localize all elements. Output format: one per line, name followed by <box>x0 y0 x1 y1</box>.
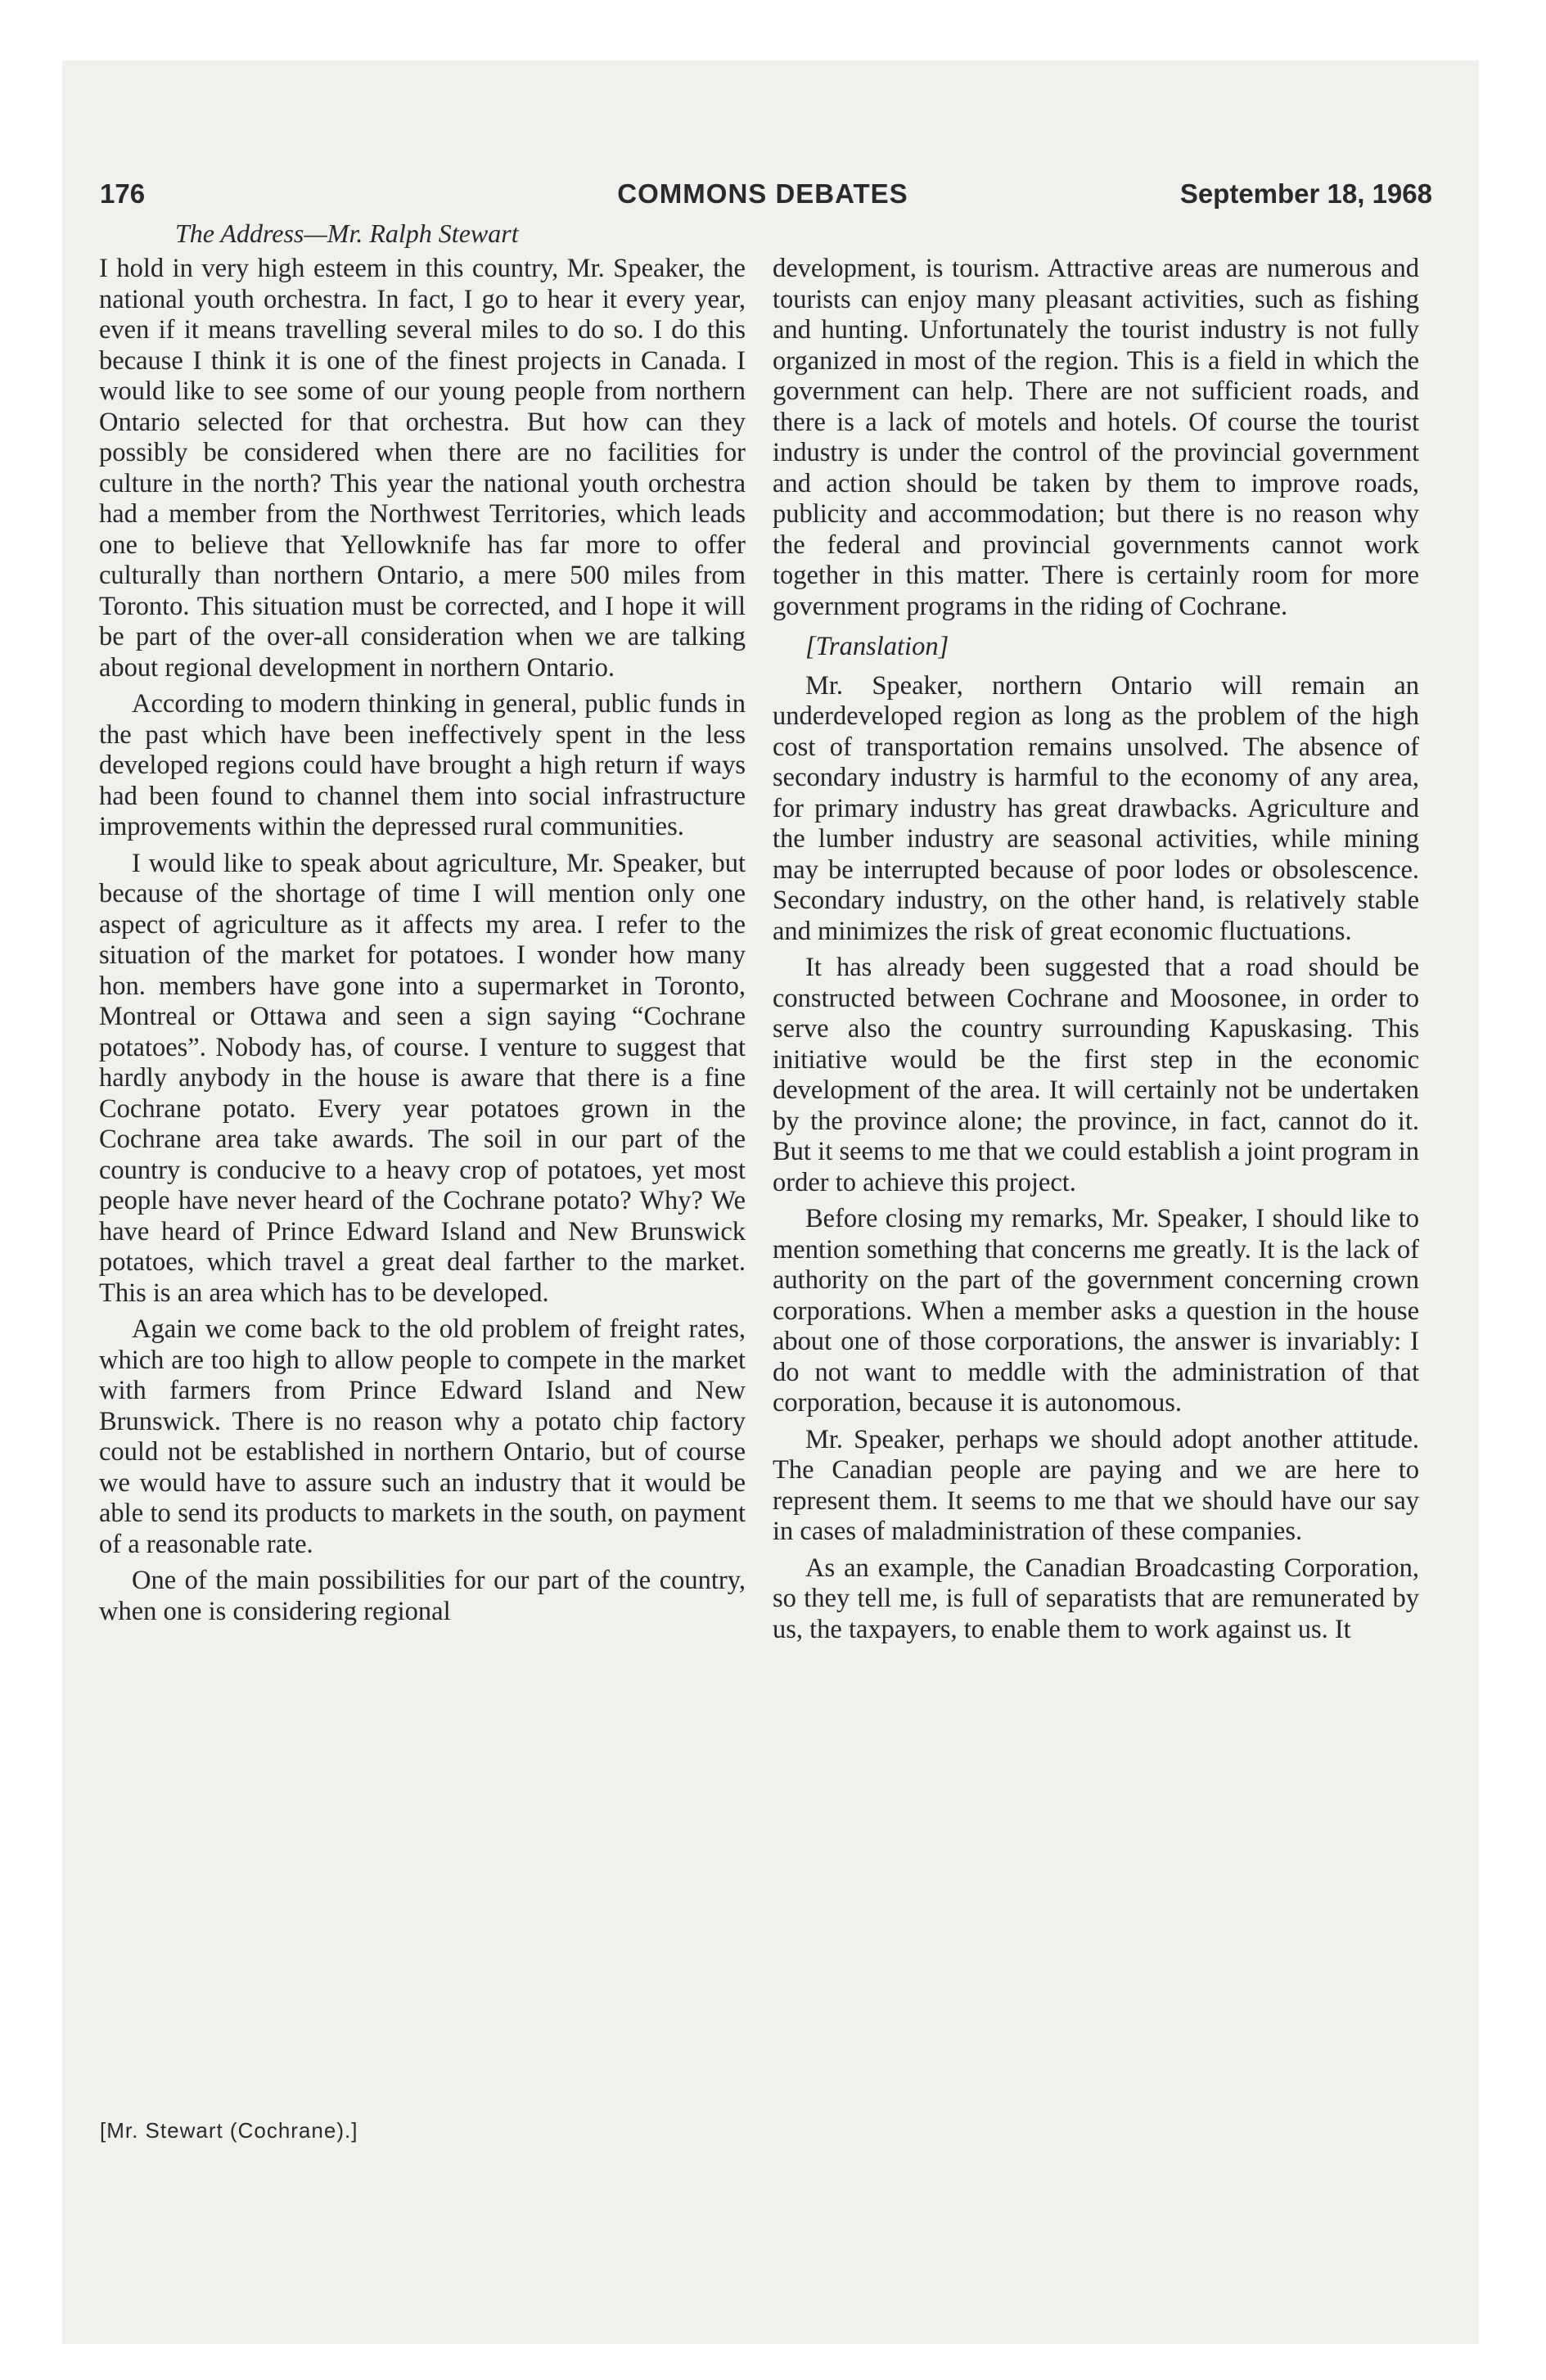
publication-title: COMMONS DEBATES <box>617 178 908 209</box>
paragraph: One of the main possibilities for our part of the country, when one is considering regional <box>99 1566 746 1626</box>
paragraph: It has already been suggested that a road should be constructed between Cochrane and Moosonee, in order to serve also the country surrounding Kapuskasing. This initiative would be the first step in the economic development of the area. It will certainly not be undertaken by the province alone; the province, in fact, cannot do it. But it seems to me that we could establish a joint program in order to achieve this project. <box>773 953 1419 1197</box>
paragraph: I hold in very high esteem in this country, Mr. Speaker, the national youth orchestra. In fact, I go to hear it every year, even if it means travelling several miles to do so. I do this because I think it is one of the finest projects in Canada. I would like to see some of our young people from northern Ontario selected for that orchestra. But how can they possibly be considered when there are no facilities for culture in the north? This year the national youth orchestra had a member from the Northwest Territories, which leads one to believe that Yellowknife has far more to offer culturally than northern Ontario, a mere 500 miles from Toronto. This situation must be corrected, and I hope it will be part of the over-all consideration when we are talking about regional development in northern Ontario. <box>99 254 746 683</box>
paragraph: As an example, the Canadian Broadcasting Corporation, so they tell me, is full of separatists that are remunerated by us, the taxpayers, to enable them to work against us. It <box>773 1553 1419 1644</box>
paragraph: Mr. Speaker, northern Ontario will remain an underdeveloped region as long as the problem of the high cost of transportation remains unsolved. The absence of secondary industry is harmful to the economy of any area, for primary industry has great drawbacks. Agriculture and the lumber industry are seasonal activities, while mining may be interrupted because of poor lodes or obsolescence. Secondary industry, on the other hand, is relatively stable and minimizes the risk of great economic fluctuations. <box>773 670 1419 946</box>
paragraph: development, is tourism. Attractive areas are numerous and tourists can enjoy many pleasant activities, such as fishing and hunting. Unfortunately the tourist industry is not fully organized in most of the region. This is a field in which the government can help. There are not sufficient roads, and there is a lack of motels and hotels. Of course the tourist industry is under the control of the provincial government and action should be taken by them to improve roads, publicity and accommodation; but there is no reason why the federal and provincial governments cannot work together in this matter. There is certainly room for more government programs in the riding of Cochrane. <box>773 254 1419 621</box>
page-number: 176 <box>100 178 146 209</box>
left-column <box>99 254 746 1627</box>
page-header <box>93 178 1432 219</box>
paragraph: I would like to speak about agriculture, Mr. Speaker, but because of the shortage of time I will mention only one aspect of agriculture as it affects my area. I refer to the situation of the market for potatoes. I wonder how many hon. members have gone into a supermarket in Toronto, Montreal or Ottawa and seen a sign saying “Cochrane potatoes”. Nobody has, of course. I venture to suggest that hardly anybody in the house is aware that there is a fine Cochrane potato. Every year potatoes grown in the Cochrane area take awards. The soil in our part of the country is conducive to a heavy crop of potatoes, yet most people have never heard of the Cochrane potato? Why? We have heard of Prince Edward Island and New Brunswick potatoes, which travel a great deal farther to the market. This is an area which has to be developed. <box>99 848 746 1308</box>
translation-label: [Translation] <box>805 632 949 661</box>
paragraph: Again we come back to the old problem of freight rates, which are too high to allow people to compete in the market with farmers from Prince Edward Island and New Brunswick. There is no reason why a potato chip factory could not be established in northern Ontario, but of course we would have to assure such an industry that it would be able to send its products to markets in the south, on payment of a reasonable rate. <box>99 1314 746 1559</box>
running-head: The Address—Mr. Ralph Stewart <box>175 219 519 248</box>
paragraph: Mr. Speaker, perhaps we should adopt another attitude. The Canadian people are paying and we are here to represent them. It seems to me that we should have our say in cases of maladministration of these companies. <box>773 1424 1419 1546</box>
header-date: September 18, 1968 <box>1179 178 1432 209</box>
paragraph: Before closing my remarks, Mr. Speaker, I should like to mention something that concerns me greatly. It is the lack of authority on the part of the government concerning crown corporations. When a member asks a question in the house about one of those corporations, the answer is invariably: I do not want to meddle with the administration of that corporation, because it is autonomous. <box>773 1204 1419 1418</box>
right-column <box>773 254 1419 1645</box>
paragraph: According to modern thinking in general, public funds in the past which have been ineffectively spent in the less developed regions could have brought a high return if ways had been found to channel them into social infrastructure improvements within the depressed rural communities. <box>99 689 746 841</box>
speaker-attribution: [Mr. Stewart (Cochrane).] <box>100 2118 358 2143</box>
